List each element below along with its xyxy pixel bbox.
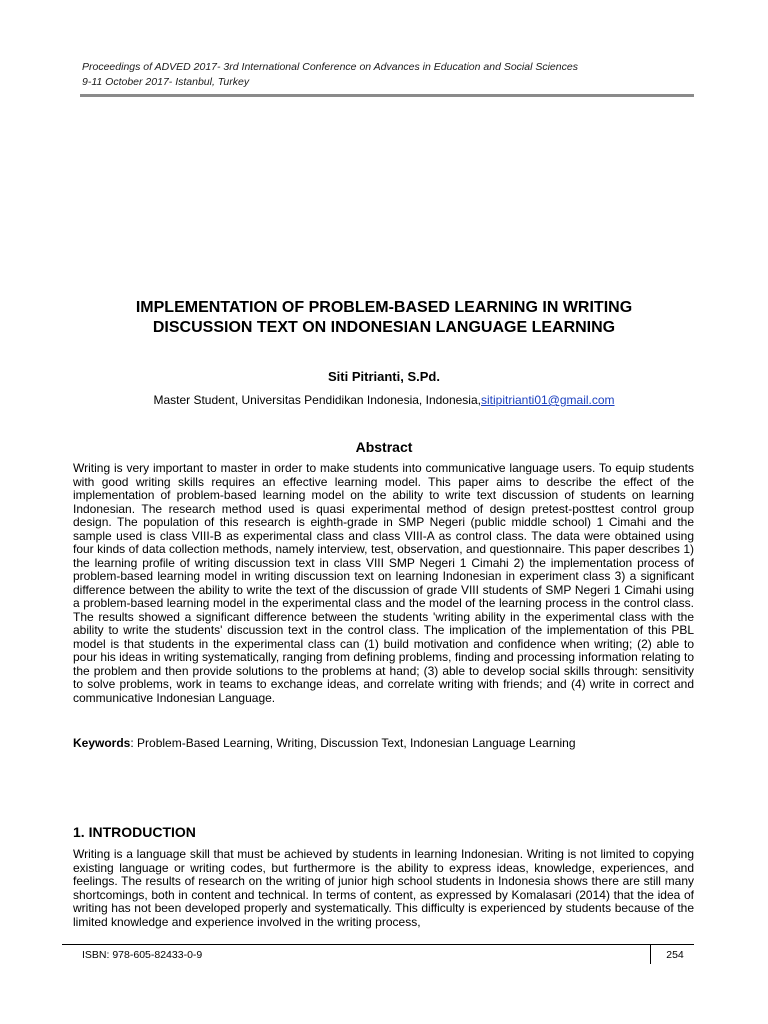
affiliation-text: Master Student, Universitas Pendidikan Indonesia, Indonesia, — [153, 393, 481, 407]
footer-isbn: ISBN: 978-605-82433-0-9 — [82, 949, 203, 961]
author-name: Siti Pitrianti, S.Pd. — [328, 369, 440, 384]
keywords-label: Keywords — [73, 736, 131, 750]
author-affiliation — [82, 393, 686, 408]
running-header — [82, 60, 694, 90]
footer-divider — [650, 944, 651, 964]
header-conference-line: Proceedings of ADVED 2017- 3rd International Conference on Advances in Education and Social Sciences — [82, 61, 578, 73]
header-date-line: 9-11 October 2017- Istanbul, Turkey — [82, 76, 250, 88]
introduction-heading: 1. INTRODUCTION — [73, 824, 196, 840]
abstract-body: Writing is very important to master in order to make students into communicative language users. To equip students with good writing skills requires an effective learning model. This paper aims to describe the effect of the implementation of problem-based learning model on the ability to write text discussion of students on learning Indonesian. The research method used is quasi experimental method of design pretest-posttest control group design. The population of this research is eighth-grade in SMP Negeri (public middle school) 1 Cimahi and the sample used is class VIII-B as experimental class and class VIII-A as control class. The data were obtained using four kinds of data collection methods, namely interview, test, observation, and questionnaire. This paper describes 1) the learning profile of writing discussion text in class VIII SMP Negeri 1 Cimahi 2) the implementation process of problem-based learning model in writing discussion text on learning Indonesian in experiment class 3) a significant difference between the ability to write the text of the discussion of grade VIII students of SMP Negeri 1 Cimahi using a problem-based learning model in the experimental class and the model of the learning process in the control class. The results showed a significant difference between the students 'writing ability in the experimental class with the ability to write the students' discussion text in the control class. The implication of the implementation of this PBL model is that students in the experimental class can (1) build motivation and confidence when writing; (2) able to pour his ideas in writing systematically, ranging from defining problems, finding and processing information relating to the problem and then provide solutions to the problems at hand; (3) able to develop social skills through: sensitivity to solve problems, work in teams to exchange ideas, and correlate writing with friends; and (4) write in correct and communicative Indonesian Language. — [73, 461, 694, 705]
page-number: 254 — [666, 949, 684, 961]
keywords-text: : Problem-Based Learning, Writing, Discussion Text, Indonesian Language Learning — [130, 736, 576, 750]
introduction-body: Writing is a language skill that must be achieved by students in learning Indonesian. Writing is not limited to copying existing language or writing codes, but furthermore is the ability to express ideas, knowledge, experiences, and feelings. The results of research on the writing of junior high school students in Indonesia shows there are still many shortcomings, both in content and technical. In terms of content, as expressed by Komalasari (2014) that the idea of writing has not been developed properly and systematically. This difficulty is experienced by students because of the limited knowledge and experience involved in the writing process, — [73, 847, 694, 929]
abstract-heading: Abstract — [355, 439, 413, 455]
author-email-link[interactable]: sitipitrianti01@gmail.com — [480, 393, 615, 407]
title-line-2: DISCUSSION TEXT ON INDONESIAN LANGUAGE LEARNING — [152, 319, 616, 336]
keywords — [73, 736, 694, 750]
title-line-1: IMPLEMENTATION OF PROBLEM-BASED LEARNING IN WRITING — [135, 299, 633, 316]
footer-rule — [62, 944, 694, 945]
paper-title — [82, 298, 686, 338]
header-rule — [80, 94, 694, 97]
